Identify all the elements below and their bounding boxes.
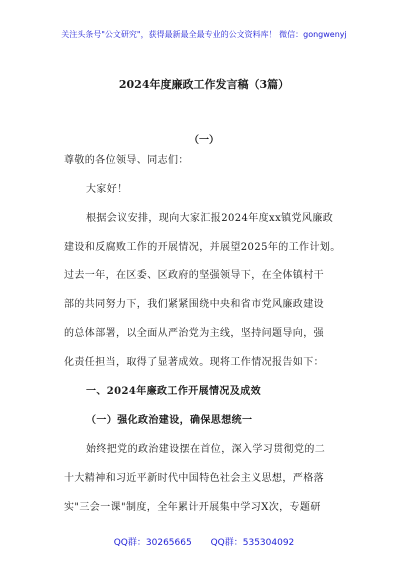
paragraph-line: 建设和反腐败工作的开展情况，并展望2025年的工作计划。 — [64, 242, 341, 253]
greeting: 大家好！ — [86, 184, 128, 195]
paragraph-line: 的总体部署，以全面从严治党为主线，坚持问题导向，强 — [64, 328, 324, 339]
section-number: （一） — [189, 135, 219, 146]
qq-group-2: QQ群：535304092 — [210, 538, 295, 548]
salutation: 尊敬的各位领导、同志们： — [64, 155, 189, 166]
paragraph-line: 实"三会一课"制度，全年累计开展集中学习X次，专题研 — [64, 502, 321, 513]
qq-group-1: QQ群：30265665 — [113, 538, 192, 548]
section-heading: 一、2024年廉政工作开展情况及成效 — [86, 386, 262, 397]
paragraph-line: 根据会议安排，现向大家汇报2024年度xx镇党风廉政 — [86, 213, 334, 224]
document-title: 2024年度廉政工作发言稿（3篇） — [118, 78, 290, 91]
paragraph-line: 始终把党的政治建设摆在首位，深入学习贯彻党的二 — [86, 444, 326, 455]
subsection-heading: （一）强化政治建设，确保思想统一 — [86, 415, 253, 426]
footer-qq-groups — [0, 535, 408, 548]
paragraph-line: 过去一年，在区委、区政府的坚强领导下，在全体镇村干 — [64, 270, 324, 281]
paragraph-line: 化责任担当，取得了显著成效。现将工作情况报告如下： — [64, 357, 324, 368]
paragraph-line: 部的共同努力下，我们紧紧围绕中央和省市党风廉政建设 — [64, 299, 324, 310]
paragraph-line: 十大精神和习近平新时代中国特色社会主义思想，严格落 — [64, 473, 324, 484]
header-promo-note: 关注头条号"公文研究"，获得最新最全最专业的公文资料库！ 微信：gongwenyj — [61, 30, 347, 39]
